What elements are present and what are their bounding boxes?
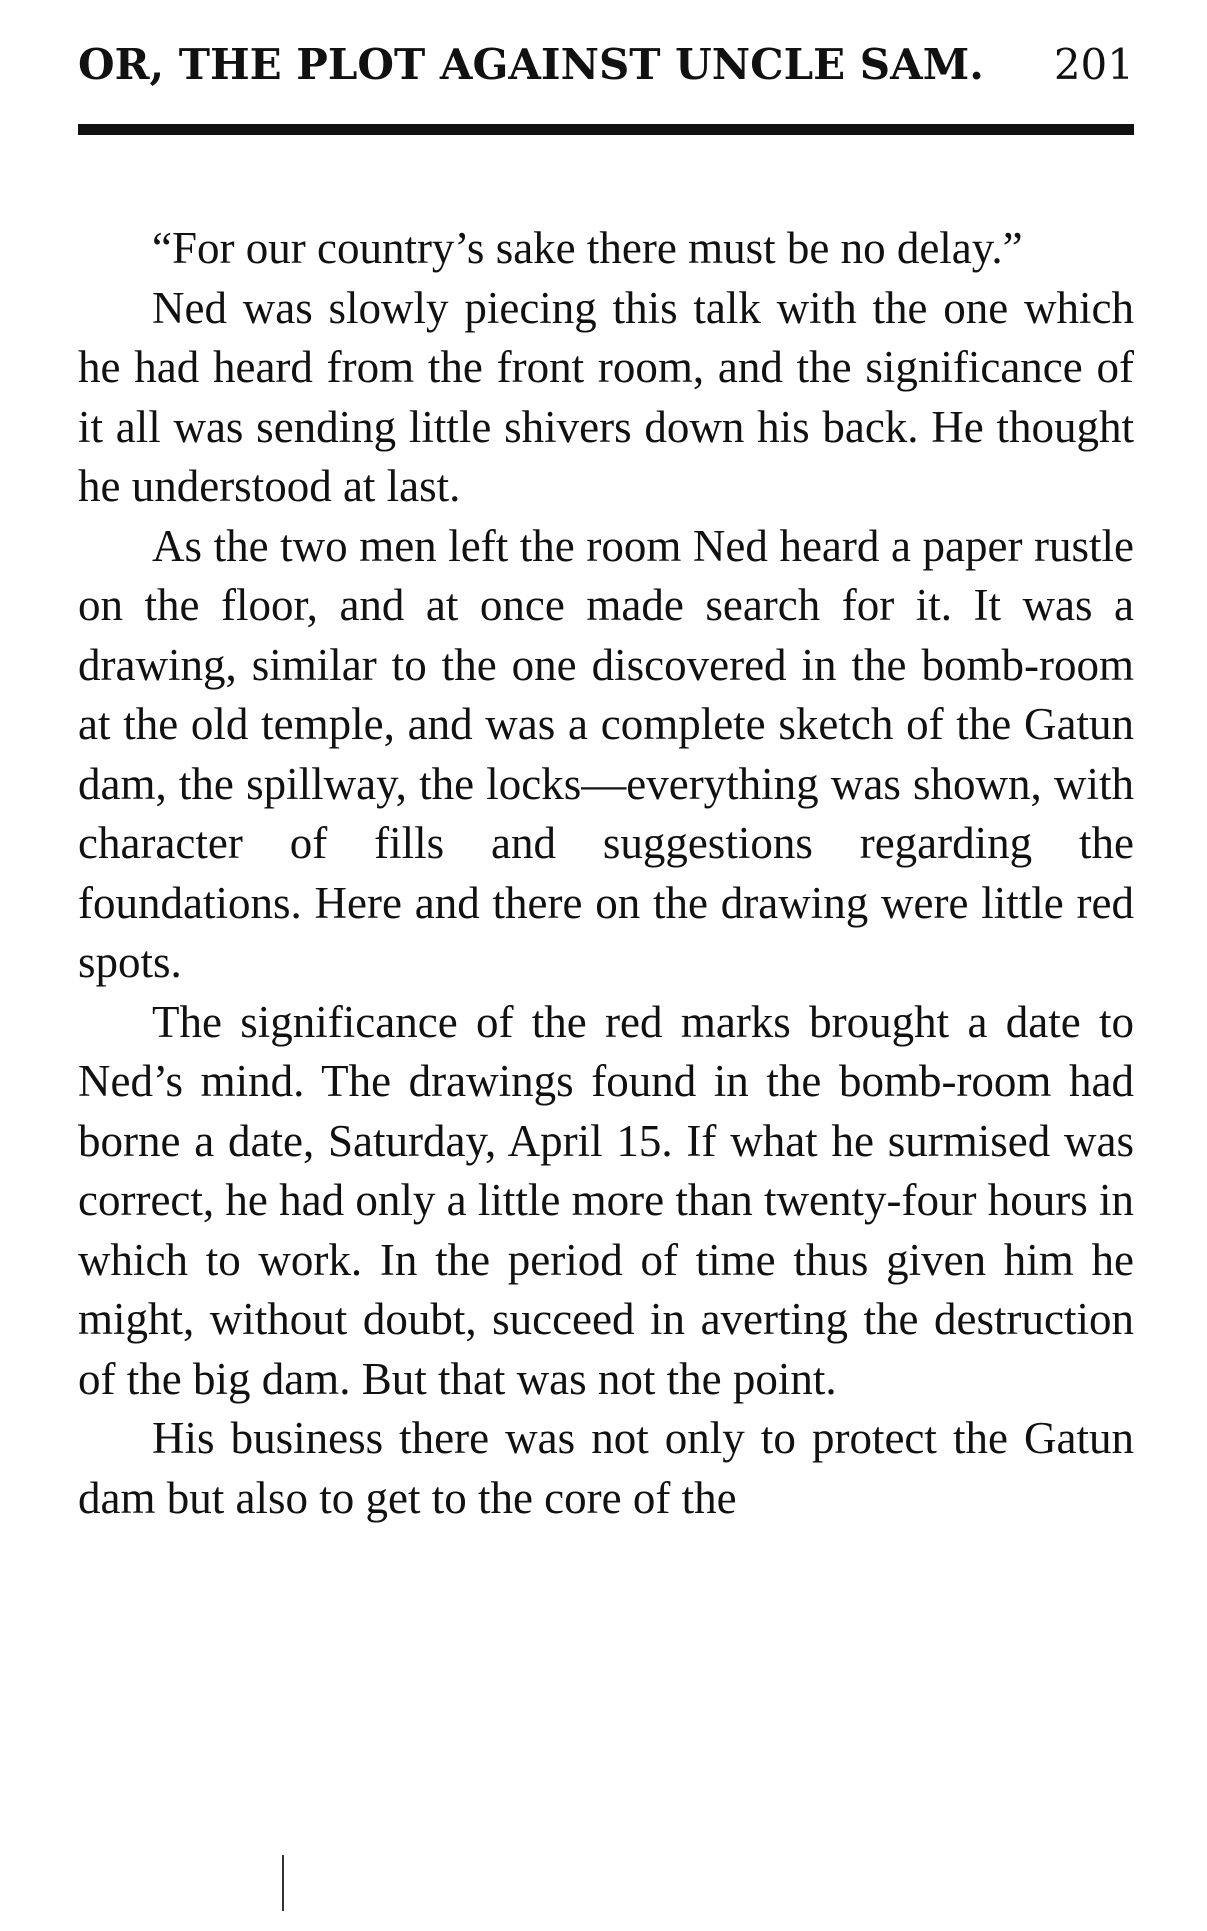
page-number: 201 — [1053, 40, 1134, 89]
book-page — [78, 40, 1134, 1528]
header-rule — [78, 124, 1134, 135]
paragraph: Ned was slowly piecing this talk with the one which he had heard from the front room, and the significance of it all was sending little shivers down his back. He thought he understood at last. — [78, 282, 1134, 511]
paragraph: “For our country’s sake there must be no delay.” — [152, 223, 1023, 273]
body-text — [78, 219, 1134, 1528]
scan-artifact-mark — [282, 1855, 284, 1911]
paragraph: As the two men left the room Ned heard a paper rustle on the floor, and at once made search for it. It was a drawing, similar to the one discovered in the bomb-room at the old temple, and was a complete sketch of the Gatun dam, the spillway, the locks—everything was shown, with character of fills and suggestions regarding the foundations. Here and there on the drawing were little red spots. — [78, 520, 1134, 987]
paragraph: The significance of the red marks brought a date to Ned’s mind. The drawings found in the bomb-room had borne a date, Saturday, April 15. If what he surmised was correct, he had only a little more than twenty-four hours in which to work. In the period of time thus given him he might, without doubt, succeed in averting the destruction of the big dam. But that was not the point. — [78, 996, 1134, 1404]
running-head — [78, 40, 1134, 98]
paragraph: His business there was not only to protect the Gatun dam but also to get to the core of the — [78, 1413, 1134, 1523]
running-head-title: OR, THE PLOT AGAINST UNCLE SAM. — [78, 40, 984, 89]
